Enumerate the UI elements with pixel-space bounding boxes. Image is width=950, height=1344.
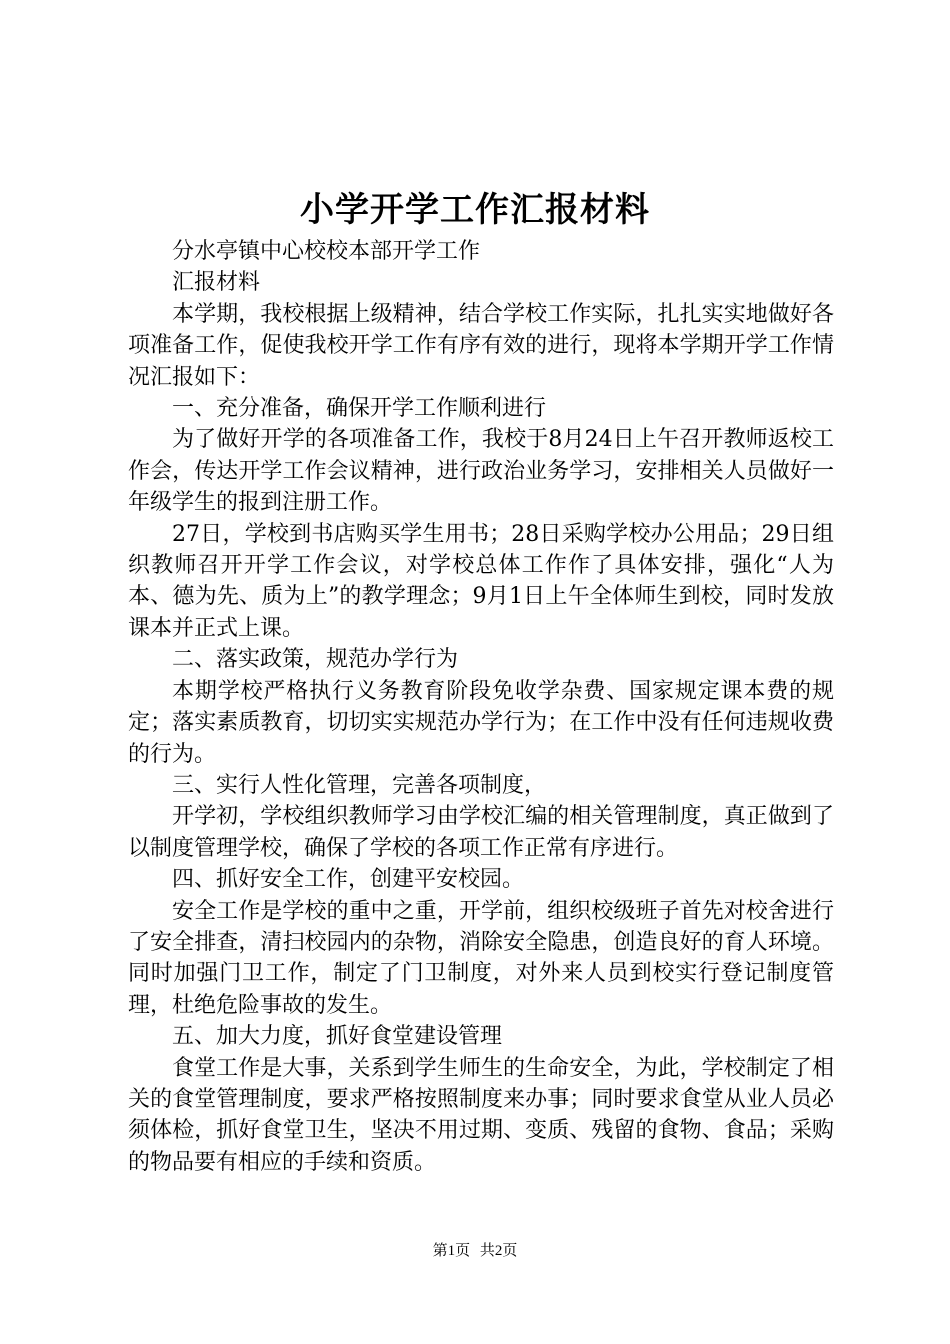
page-number-current: 第1页 (432, 1243, 471, 1259)
paragraph-section-1a: 为了做好开学的各项准备工作，我校于8月24日上午召开教师返校工作会，传达开学工作会议精神，进行政治业务学习，安排相关人员做好一年级学生的报到注册工作。 (128, 427, 834, 516)
page-number-total: 共2页 (479, 1243, 518, 1259)
document-title: 小学开学工作汇报材料 (300, 190, 650, 230)
section-heading-3: 三、实行人性化管理，完善各项制度， (172, 772, 547, 798)
section-heading-2: 二、落实政策，规范办学行为 (172, 647, 459, 673)
paragraph-section-5: 食堂工作是大事，关系到学生师生的生命安全，为此，学校制定了相关的食堂管理制度，要求严格按照制度来办事；同时要求食堂从业人员必须体检，抓好食堂卫生，坚决不用过期、变质、残留的食物、食品；采购的物品要有相应的手续和资质。 (128, 1055, 834, 1175)
page-footer (0, 1240, 950, 1262)
section-heading-4: 四、抓好安全工作，创建平安校园。 (172, 867, 525, 893)
section-heading-5: 五、加大力度，抓好食堂建设管理 (172, 1024, 503, 1050)
paragraph-school-name: 分水亭镇中心校校本部开学工作 (172, 239, 481, 264)
section-heading-1: 一、充分准备，确保开学工作顺利进行 (172, 396, 547, 422)
document-body (128, 236, 834, 1178)
paragraph-section-1b: 27日，学校到书店购买学生用书；28日采购学校办公用品；29日组织教师召开开学工作会议，对学校总体工作作了具体安排，强化“人为本、德为先、质为上”的教学理念；9月1日上午全体师生到校，同时发放课本并正式上课。 (128, 521, 834, 641)
paragraph-section-3: 开学初，学校组织教师学习由学校汇编的相关管理制度，真正做到了以制度管理学校，确保了学校的各项工作正常有序进行。 (128, 804, 834, 861)
paragraph-subtitle: 汇报材料 (172, 270, 261, 296)
paragraph-section-2: 本期学校严格执行义务教育阶段免收学杂费、国家规定课本费的规定；落实素质教育，切切实实规范办学行为；在工作中没有任何违规收费的行为。 (128, 678, 834, 767)
paragraph-intro: 本学期，我校根据上级精神，结合学校工作实际，扎扎实实地做好各项准备工作，促使我校开学工作有序有效的进行，现将本学期开学工作情况汇报如下： (128, 301, 834, 390)
paragraph-section-4: 安全工作是学校的重中之重，开学前，组织校级班子首先对校舍进行了安全排查，清扫校园内的杂物，消除安全隐患，创造良好的育人环境。同时加强门卫工作，制定了门卫制度，对外来人员到校实行登记制度管理，杜绝危险事故的发生。 (128, 898, 834, 1018)
